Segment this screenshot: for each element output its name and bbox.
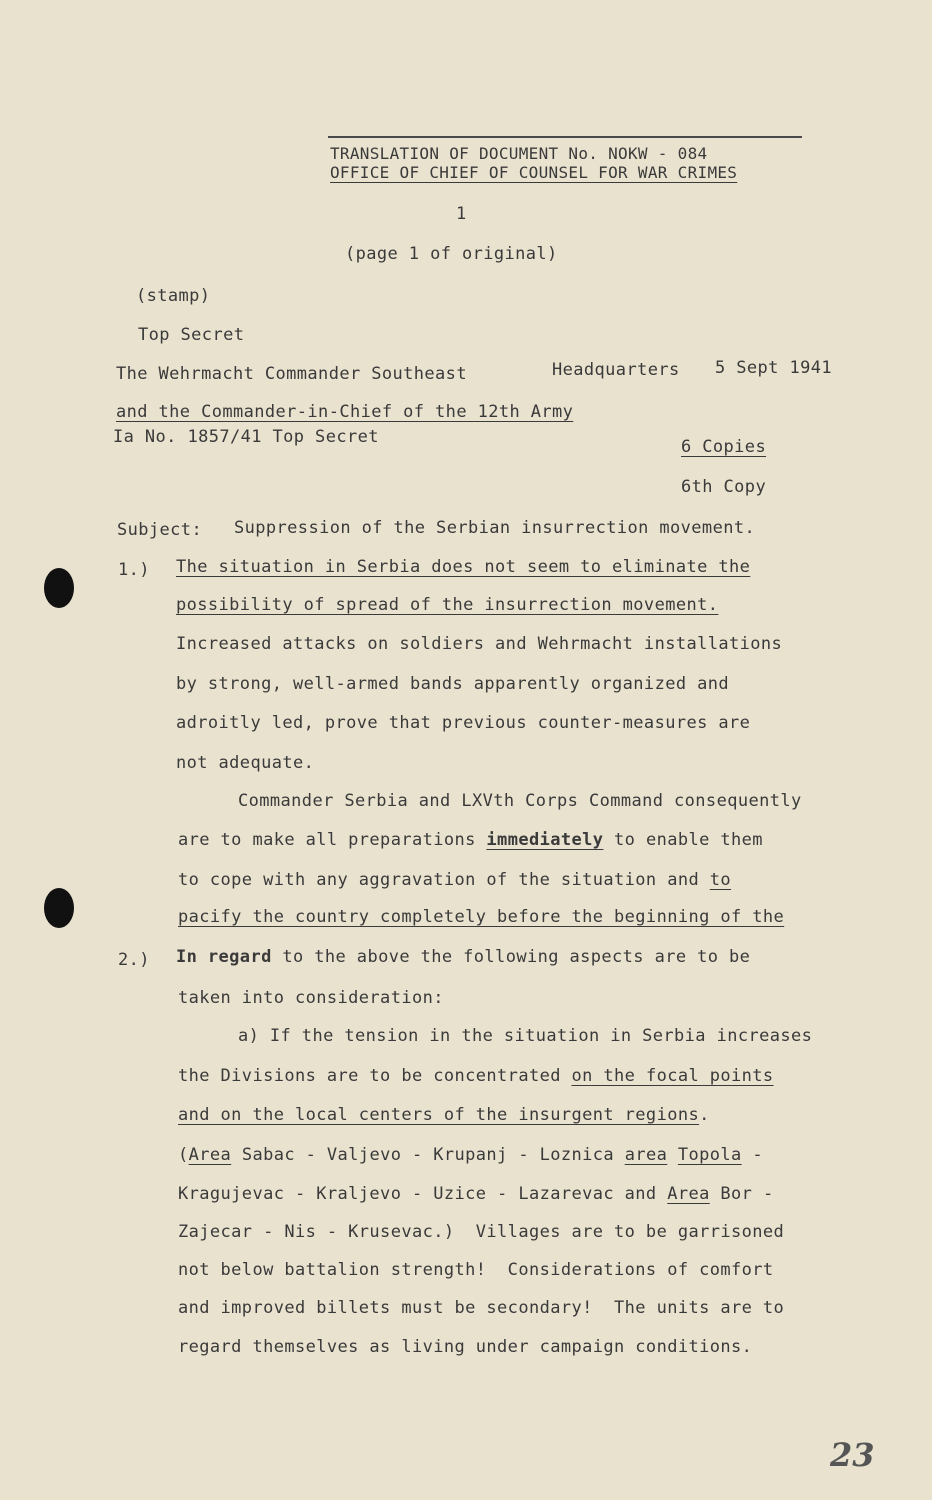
- from-line-1: The Wehrmacht Commander Southeast: [116, 364, 467, 384]
- classification: Top Secret: [138, 325, 245, 345]
- subject-label: Subject:: [117, 520, 203, 540]
- section-1-line-4: by strong, well-armed bands apparently organized and: [176, 674, 730, 694]
- item-a-line-4-mid: Sabac - Valjevo - Krupanj - Loznica: [231, 1145, 625, 1165]
- section-1-line-5: adroitly led, prove that previous counter-measures are: [176, 713, 751, 733]
- item-a-line-4-end: -: [741, 1145, 763, 1165]
- headquarters-label: Headquarters: [552, 360, 680, 380]
- section-1-line-3: Increased attacks on soldiers and Wehrmacht installations: [176, 634, 783, 654]
- item-a-line-8: and improved billets must be secondary! The units are to: [178, 1298, 785, 1318]
- section-1-para-2-line-4: pacify the country completely before the beginning of the: [178, 907, 785, 927]
- item-a-line-3: [178, 1105, 710, 1125]
- section-1-number: 1.): [118, 560, 150, 580]
- item-a-line-3a: and on the local centers of the insurgent regions: [178, 1105, 700, 1125]
- item-a-line-2: [178, 1066, 774, 1086]
- document-date: 5 Sept 1941: [715, 358, 832, 378]
- copies-count: 6 Copies: [681, 437, 767, 457]
- section-2-line-1: [176, 947, 750, 967]
- item-a-area-1: Area: [188, 1145, 232, 1165]
- section-1-line-2: possibility of spread of the insurrection movement.: [176, 595, 719, 615]
- item-a-line-5: [178, 1184, 774, 1204]
- section-1-para-2-line-2c: to enable them: [614, 830, 763, 850]
- item-a-line-4: [178, 1145, 763, 1165]
- section-1-para-2-line-3a: to cope with any aggravation of the situation and: [178, 870, 700, 890]
- original-page-note: (page 1 of original): [345, 244, 558, 264]
- section-1-line-6: not adequate.: [176, 753, 315, 773]
- punch-hole-top: [44, 568, 74, 608]
- item-a-line-6: Zajecar - Nis - Krusevac.) Villages are to be garrisoned: [178, 1222, 785, 1242]
- section-2-line-1b: to the above the following aspects are to be: [282, 947, 751, 967]
- section-2-number: 2.): [118, 950, 150, 970]
- section-1-para-2-line-1: Commander Serbia and LXVth Corps Command consequently: [238, 791, 802, 811]
- subject-text: Suppression of the Serbian insurrection movement.: [234, 518, 756, 538]
- item-a-line-3-end: .: [699, 1105, 710, 1125]
- section-2-line-1a: In regard: [176, 947, 272, 967]
- header-line-1: TRANSLATION OF DOCUMENT No. NOKW - 084: [330, 144, 708, 163]
- section-1-para-2-line-2: [178, 830, 763, 850]
- item-a-paren: (: [178, 1145, 189, 1165]
- item-a-line-7: not below battalion strength! Considerations of comfort: [178, 1260, 774, 1280]
- emphasis-immediately: immediately: [486, 830, 604, 850]
- section-1-para-2-line-3b: to: [709, 870, 732, 890]
- reference-number: Ia No. 1857/41 Top Secret: [113, 427, 379, 447]
- item-a-area-3: Area: [667, 1184, 710, 1204]
- header-top-rule: [328, 136, 802, 138]
- punch-hole-bottom: [44, 888, 74, 928]
- section-1-line-1: The situation in Serbia does not seem to eliminate the: [176, 557, 751, 577]
- item-a-line-5a: Kragujevac - Kraljevo - Uzice - Lazarevac and: [178, 1184, 668, 1204]
- item-a-line-9: regard themselves as living under campaign conditions.: [178, 1337, 753, 1357]
- item-a-topola: Topola: [677, 1145, 742, 1165]
- item-a-area-2: area: [624, 1145, 668, 1165]
- page-number: 1: [456, 204, 467, 224]
- section-2-line-2: taken into consideration:: [178, 988, 444, 1008]
- copy-number: 6th Copy: [681, 477, 767, 497]
- section-1-para-2-line-3: [178, 870, 731, 890]
- item-a-line-1: a) If the tension in the situation in Serbia increases: [238, 1026, 813, 1046]
- item-a-line-2a: the Divisions are to be concentrated: [178, 1066, 561, 1086]
- item-a-line-5b: Bor -: [709, 1184, 774, 1204]
- from-line-2: and the Commander-in-Chief of the 12th Army: [116, 402, 574, 422]
- item-a-line-2b: on the focal points: [571, 1066, 774, 1086]
- section-1-para-2-line-2a: are to make all preparations: [178, 830, 476, 850]
- handwritten-page-number: 23: [830, 1436, 875, 1474]
- stamp-note: (stamp): [136, 286, 211, 306]
- header-line-2: OFFICE OF CHIEF OF COUNSEL FOR WAR CRIMES: [330, 163, 738, 182]
